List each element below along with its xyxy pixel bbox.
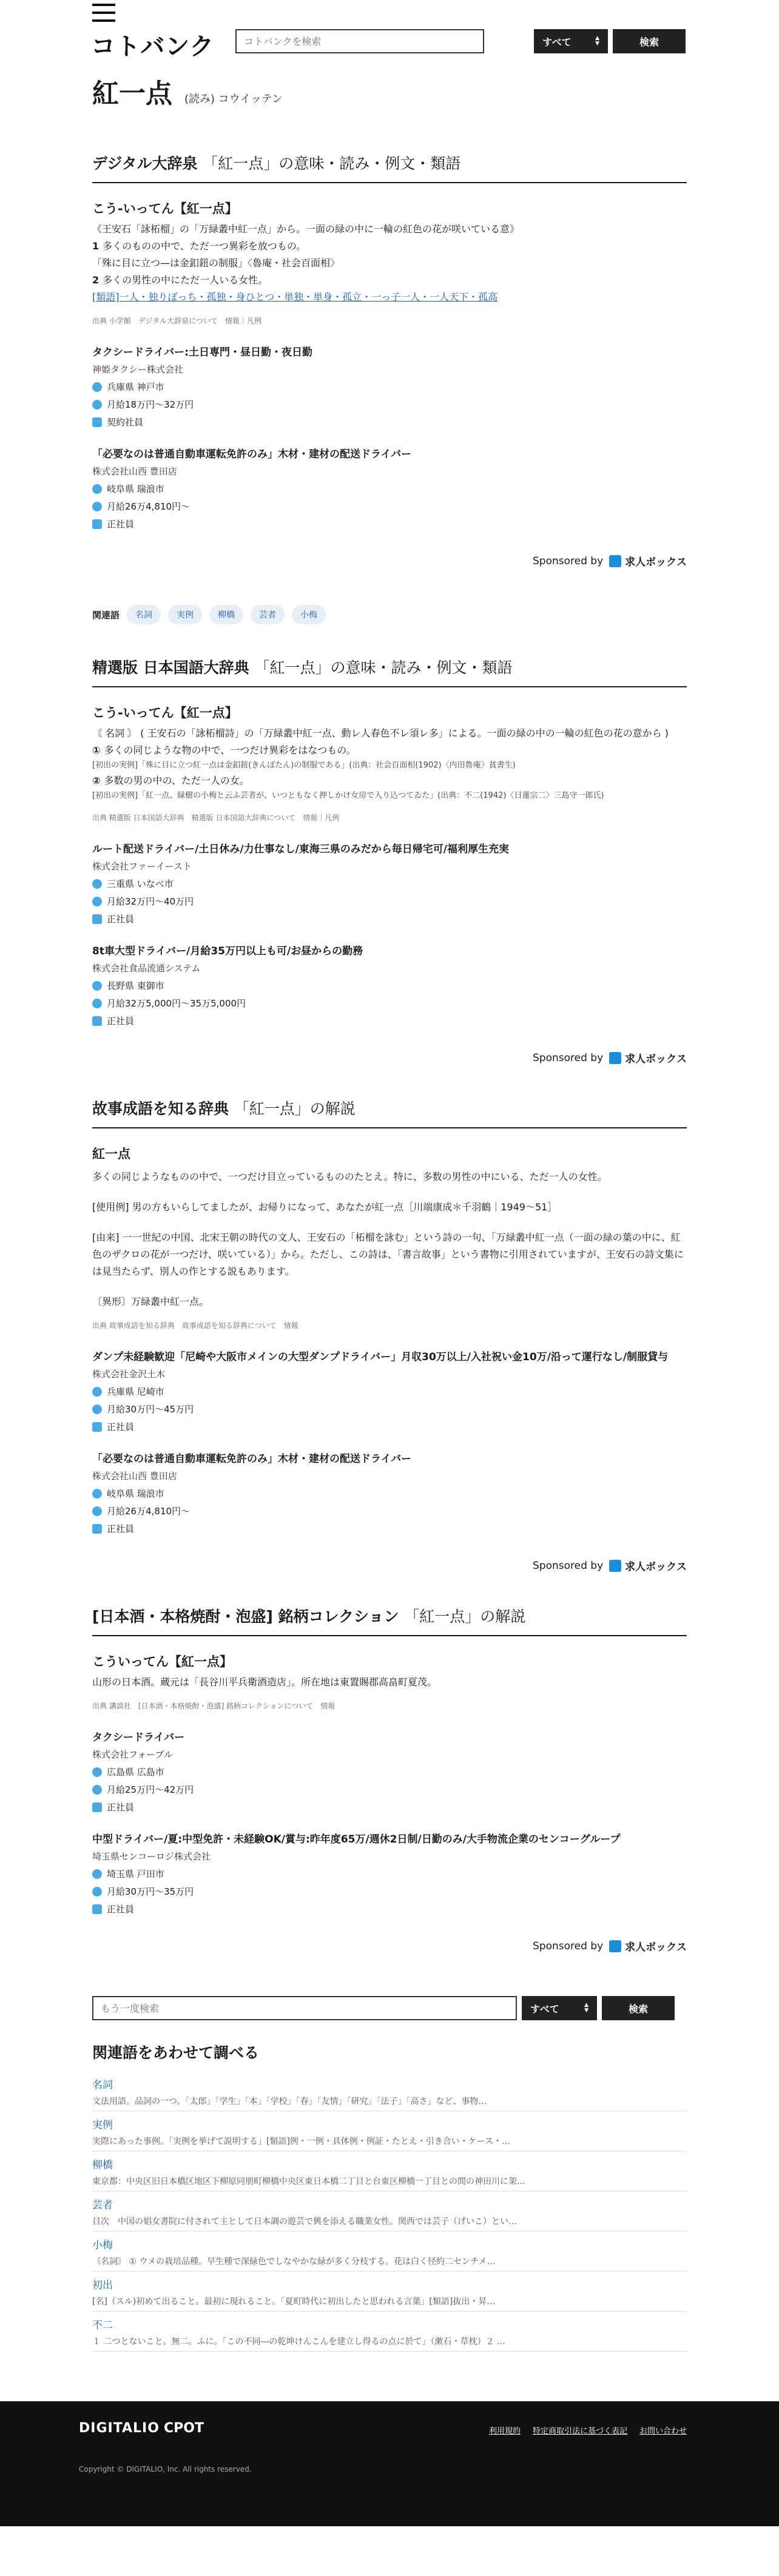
job-location-row xyxy=(92,1867,687,1880)
section-heading xyxy=(92,1597,687,1636)
entry-heading: こう‐いってん【紅一点】 xyxy=(92,201,238,216)
footer-links xyxy=(489,2424,687,2436)
job-location: 埼玉県 戸田市 xyxy=(107,1869,164,1880)
location-pin-icon xyxy=(92,879,102,889)
dictionary-name: 故事成語を知る辞典 xyxy=(92,1100,229,1118)
briefcase-icon xyxy=(92,417,102,427)
related-words-list xyxy=(0,2063,779,2352)
section-koji xyxy=(0,1090,779,1573)
definition-text: 多くの男性の中にただ一人いる女性。 xyxy=(103,274,268,286)
job-type-row xyxy=(92,518,687,530)
terms-link[interactable]: 利用規約 xyxy=(488,2427,521,2436)
sponsor-brand[interactable] xyxy=(609,553,687,568)
heading-suffix: 「紅一点」の解説 xyxy=(234,1100,356,1118)
entry-heading: こういってん【紅一点】 xyxy=(92,1654,232,1669)
related-word-item[interactable] xyxy=(92,2111,687,2151)
related-word-link[interactable]: 不二 xyxy=(92,2319,113,2332)
yen-icon xyxy=(92,897,102,906)
definition-2 xyxy=(92,772,687,789)
job-company: 神姫タクシー株式会社 xyxy=(92,364,184,375)
job-type-row xyxy=(92,1903,687,1915)
page-title: 紅一点 xyxy=(92,78,172,109)
job-company: 株式会社山西 豊田店 xyxy=(92,1471,177,1482)
location-pin-icon xyxy=(92,1489,102,1499)
job-listing[interactable] xyxy=(92,943,687,1027)
kyujinbox-icon xyxy=(609,1052,621,1064)
job-title[interactable]: 「必要なのは普通自動車運転免許のみ」木材・建材の配送ドライバー xyxy=(92,448,412,460)
source-line: 出典 小学館 デジタル大辞泉について 情報｜凡例 xyxy=(92,317,261,325)
job-type-row xyxy=(92,416,687,428)
definition-text: 山形の日本酒。蔵元は「長谷川平兵衛酒造店」。所在地は東置賜郡高畠町夏茂。 xyxy=(92,1676,437,1688)
job-pay: 月給32万円〜40万円 xyxy=(107,896,194,907)
page-title-row xyxy=(0,72,779,120)
job-type-row xyxy=(92,1522,687,1535)
definition-number: ① xyxy=(92,744,101,756)
job-type: 契約社員 xyxy=(107,417,144,428)
section-heading xyxy=(92,1090,687,1128)
entry-heading: 紅一点 xyxy=(92,1147,130,1161)
example-2: [初出の実例]「紅一点、緑樹の小梅と云ふ芸者が、いつともなく押しかけ女房で入り込つてゐた」(出典：不二(1942)〈日蓮宗二〉三島守一郎氏) xyxy=(92,791,604,800)
job-type-row xyxy=(92,912,687,925)
dictionary-name: デジタル大辞泉 xyxy=(92,155,198,172)
job-company: 株式会社フォーブル xyxy=(92,1749,173,1760)
job-title[interactable]: タクシードライバー:土日専門・昼日勤・夜日勤 xyxy=(92,346,312,359)
source-line: 出典 故事成語を知る辞典 故事成語を知る辞典について 情報 xyxy=(92,1321,298,1330)
sponsor-line xyxy=(92,1050,687,1065)
sponsor-brand-name: 求人ボックス xyxy=(625,556,687,568)
job-title[interactable]: 「必要なのは普通自動車運転免許のみ」木材・建材の配送ドライバー xyxy=(92,1453,412,1465)
job-title[interactable]: タクシードライバー xyxy=(92,1731,185,1744)
definition-text: 多くの同じようなものの中で、一つだけ目立っているもののたとえ。特に、多数の男性の中にいる、ただ一人の女性。 xyxy=(92,1171,607,1182)
menu-icon[interactable] xyxy=(92,4,115,22)
sponsor-brand-name: 求人ボックス xyxy=(625,1941,687,1954)
job-pay: 月給25万円〜42万円 xyxy=(107,1784,194,1795)
job-pay: 月給30万円〜35万円 xyxy=(107,1886,194,1897)
search-scope-label: すべて xyxy=(530,2003,559,2015)
briefcase-icon xyxy=(92,1016,102,1026)
location-pin-icon xyxy=(92,981,102,991)
job-pay: 月給26万4,810円〜 xyxy=(107,1506,191,1517)
entry-body xyxy=(92,221,687,306)
related-word-link[interactable]: 小梅 xyxy=(92,2239,113,2251)
job-listing[interactable] xyxy=(92,841,687,925)
job-company: 埼玉県センコーロジ株式会社 xyxy=(92,1851,211,1862)
related-tag[interactable]: 柳橋 xyxy=(209,605,243,624)
site-header xyxy=(0,0,779,72)
job-type: 正社員 xyxy=(107,1904,135,1915)
briefcase-icon xyxy=(92,1904,102,1914)
sponsor-line xyxy=(92,553,687,568)
job-pay: 月給26万4,810円〜 xyxy=(107,501,191,512)
variant-form: 〔異形〕万緑叢中紅一点。 xyxy=(92,1296,209,1307)
job-location-row xyxy=(92,1487,687,1500)
location-pin-icon xyxy=(92,382,102,392)
job-pay-row xyxy=(92,1885,687,1898)
job-location: 広島県 広島市 xyxy=(107,1767,164,1778)
related-word-link[interactable]: 柳橋 xyxy=(92,2159,113,2171)
related-word-desc: 東京都：中央区旧日本橋区地区下柳原同朋町柳橋中央区東日本橋二丁目と台東区柳橋一丁目との間の神田川に架… xyxy=(92,2177,525,2187)
related-word-desc: 実際にあった事例。「実例を挙げて説明する」[類語]例・一例・具体例・例証・たとえ・引き合い・ケース・… xyxy=(92,2137,511,2146)
job-pay: 月給30万円〜45万円 xyxy=(107,1404,194,1415)
job-location-row xyxy=(92,1385,687,1398)
heading-suffix: 「紅一点」の意味・読み・例文・類語 xyxy=(203,155,461,172)
job-location: 長野県 東御市 xyxy=(107,980,164,991)
job-location: 兵庫県 尼崎市 xyxy=(107,1386,164,1397)
job-listing[interactable] xyxy=(92,1730,687,1813)
related-tag[interactable]: 名詞 xyxy=(127,605,161,624)
sponsor-brand[interactable] xyxy=(609,1558,687,1573)
job-type-row xyxy=(92,1801,687,1813)
source-line: 出典 精選版 日本国語大辞典 精選版 日本国語大辞典について 情報｜凡例 xyxy=(92,814,340,822)
related-word-link[interactable]: 実例 xyxy=(92,2119,113,2131)
entry-origin: 〘 名詞 〙 ( 王安石の「詠柘榴詩」の「万緑叢中紅一点、動レ人春色不レ須レ多」による。一面の緑の中の一輪の紅色の花の意から ) xyxy=(92,727,669,739)
dictionary-name: 精選版 日本国語大辞典 xyxy=(92,659,249,676)
related-word-link[interactable]: 名詞 xyxy=(92,2079,113,2091)
entry-body xyxy=(92,1168,687,1310)
heading-suffix: 「紅一点」の意味・読み・例文・類語 xyxy=(254,659,513,676)
search-input[interactable] xyxy=(235,29,484,53)
job-location: 岐阜県 瑞浪市 xyxy=(107,1488,164,1499)
commerce-law-link[interactable]: 特定商取引法に基づく表記 xyxy=(532,2427,627,2436)
select-caret-icon: ▲ ▼ xyxy=(595,35,599,47)
bottom-search-input[interactable] xyxy=(92,1996,517,2020)
related-word-link[interactable]: 初出 xyxy=(92,2279,113,2291)
briefcase-icon xyxy=(92,914,102,924)
definition-2 xyxy=(92,272,687,289)
related-word-desc: １ 二つとないこと。無二。ふに。「この不同―の乾坤けんこんを建立し得るの点に於て」（漱石・草枕）２ … xyxy=(92,2337,505,2347)
bottom-search-scope-select[interactable] xyxy=(522,1996,597,2020)
job-type-row xyxy=(92,1014,687,1027)
definition-text: 多数の男の中の、ただ一人の女。 xyxy=(104,775,249,786)
job-type: 正社員 xyxy=(107,1016,135,1027)
job-type: 正社員 xyxy=(107,1421,135,1432)
briefcase-icon xyxy=(92,1524,102,1534)
job-pay-row xyxy=(92,1403,687,1415)
related-word-item[interactable] xyxy=(92,2151,687,2191)
dictionary-name: [日本酒・本格焼酎・泡盛] 銘柄コレクション xyxy=(92,1608,399,1625)
section-heading xyxy=(92,649,687,687)
location-pin-icon xyxy=(92,484,102,494)
job-pay-row xyxy=(92,1505,687,1517)
related-word-item[interactable] xyxy=(92,2071,687,2111)
job-location-row xyxy=(92,380,687,393)
digitalio-logo[interactable]: DIGITALIO xyxy=(79,2421,160,2436)
related-words-heading: 関連語をあわせて調べる xyxy=(92,2044,260,2062)
job-listing[interactable] xyxy=(92,345,687,428)
copyright: Copyright © DIGITALIO, Inc. All rights reserved. xyxy=(79,2465,252,2473)
definition-number: 2 xyxy=(92,274,99,286)
heading-suffix: 「紅一点」の解説 xyxy=(404,1608,526,1625)
search-scope-select[interactable] xyxy=(534,29,608,53)
sponsor-line xyxy=(92,1938,687,1954)
site-logo[interactable]: コトバンク xyxy=(91,33,215,61)
job-company: 株式会社山西 豊田店 xyxy=(92,466,177,477)
related-word-item[interactable] xyxy=(92,2191,687,2231)
cpot-logo[interactable]: CPOT xyxy=(164,2421,204,2436)
job-pay-row xyxy=(92,997,687,1010)
related-word-item[interactable] xyxy=(92,2311,687,2352)
related-tags-label: 関連語 xyxy=(92,609,120,621)
job-type: 正社員 xyxy=(107,1523,135,1534)
source-line: 出典 講談社 [日本酒・本格焼酎・泡盛] 銘柄コレクションについて 情報 xyxy=(92,1702,336,1710)
related-word-desc: 目次 中国の娼女書院に付されて主として日本調の遊芸で興を添える職業女性。関西では芸子（げいこ）とい… xyxy=(92,2217,517,2227)
definition-text: 多くの同じような物の中で、一つだけ異彩をはなつもの。 xyxy=(104,744,356,756)
yen-icon xyxy=(92,502,102,511)
kyujinbox-icon xyxy=(609,1560,621,1572)
job-company: 株式会社食品流通システム xyxy=(92,963,201,974)
job-pay-row xyxy=(92,895,687,908)
sponsor-label: Sponsored by xyxy=(533,1940,604,1952)
job-company: 株式会社金沢土木 xyxy=(92,1369,166,1380)
entry-heading: こう‐いってん【紅一点】 xyxy=(92,706,238,720)
job-company: 株式会社ファーイースト xyxy=(92,861,192,872)
definition-1 xyxy=(92,742,687,759)
job-location-row xyxy=(92,979,687,992)
job-pay-row xyxy=(92,1783,687,1796)
sponsor-brand[interactable] xyxy=(609,1938,687,1954)
example-1: 「殊に目に立つ—は金釦鈕の制服」〈魯庵・社会百面相〉 xyxy=(92,257,340,269)
related-tags xyxy=(92,605,687,624)
job-location: 兵庫県 神戸市 xyxy=(107,382,164,393)
kyujinbox-icon xyxy=(609,555,621,567)
job-location-row xyxy=(92,482,687,495)
related-tag[interactable]: 小梅 xyxy=(292,605,326,624)
location-pin-icon xyxy=(92,1387,102,1397)
sponsor-brand[interactable] xyxy=(609,1050,687,1065)
definition-1 xyxy=(92,238,687,255)
usage-example: [使用例] 男の方もいらしてましたが、お帰りになって、あなたが紅一点［川端康成＊千羽鶴｜1949〜51］ xyxy=(92,1201,558,1213)
job-type: 正社員 xyxy=(107,519,135,530)
definition-number: ② xyxy=(92,775,101,786)
job-location: 岐阜県 瑞浪市 xyxy=(107,484,164,494)
sponsor-label: Sponsored by xyxy=(533,555,604,567)
related-tag[interactable]: 芸者 xyxy=(251,605,285,624)
related-word-desc: 文法用語。品詞の一つ。「太郎」「学生」「本」「学校」「春」「友情」「研究」「法子」「高さ」など、事物… xyxy=(92,2097,487,2106)
yen-icon xyxy=(92,1506,102,1516)
job-location-row xyxy=(92,1765,687,1778)
related-word-desc: [名]（スル)初めて出ること。最初に現れること。「夏町時代に初出したと思われる言葉」[類語]抜出・昇… xyxy=(92,2297,496,2307)
job-location: 三重県 いなべ市 xyxy=(107,878,174,889)
job-listing[interactable] xyxy=(92,1349,687,1433)
yen-icon xyxy=(92,1785,102,1795)
job-listing[interactable] xyxy=(92,447,687,530)
sponsor-line xyxy=(92,1558,687,1573)
site-footer xyxy=(0,2401,779,2526)
definition-text: 多くのものの中で、ただ一つ異彩を放つもの。 xyxy=(103,240,306,252)
related-word-desc: 〘名詞〙 ① ウメの栽培品種。早生種で深緑色でしなやかな緑が多く分枝する。花は白く径約二センチメ… xyxy=(92,2257,496,2267)
sponsor-label: Sponsored by xyxy=(533,1559,604,1572)
location-pin-icon xyxy=(92,1869,102,1879)
related-word-item[interactable] xyxy=(92,2231,687,2271)
job-type-row xyxy=(92,1420,687,1433)
briefcase-icon xyxy=(92,1802,102,1812)
section-nikkoku xyxy=(0,649,779,1065)
yen-icon xyxy=(92,1887,102,1897)
job-title[interactable]: ルート配送ドライバー/土日休み/力仕事なし/東海三県のみだから毎日帰宅可/福利厚生充実 xyxy=(92,843,509,855)
job-listing[interactable] xyxy=(92,1832,687,1915)
section-sake xyxy=(0,1597,779,1954)
location-pin-icon xyxy=(92,1767,102,1777)
select-caret-icon: ▲ ▼ xyxy=(584,2002,588,2014)
related-tag[interactable]: 実例 xyxy=(168,605,202,624)
yen-icon xyxy=(92,400,102,410)
job-title[interactable]: ダンプ未経験歓迎「尼崎や大阪市メインの大型ダンプドライバー」月収30万以上/入社祝い金10万/沿って運行なし/制服貸与 xyxy=(92,1351,669,1363)
briefcase-icon xyxy=(92,519,102,529)
job-type: 正社員 xyxy=(107,1802,135,1813)
job-pay-row xyxy=(92,500,687,513)
bottom-search-bar xyxy=(0,1996,779,2020)
origin-text: [由来] 一一世紀の中国、北宋王朝の時代の文人、王安石の「柘榴を詠む」という詩の一句、「万緑叢中紅一点（一面の緑の葉の中に、紅色のザクロの花が一つだけ、咲いている）」から。ただし、この詩は、「書言故事」という書物に引用されていますが、王安石の詩文集には見当たらず、別人の作とする説もあります。 xyxy=(92,1232,684,1277)
synonyms-links[interactable]: [類語]一人・独りぼっち・孤独・身ひとつ・単独・単身・孤立・一っ子一人・一人天下・孤高 xyxy=(92,291,498,303)
entry-body xyxy=(92,725,687,803)
sponsor-label: Sponsored by xyxy=(533,1051,604,1064)
job-listing[interactable] xyxy=(92,1451,687,1535)
search-button[interactable]: 検索 xyxy=(613,29,686,53)
job-location-row xyxy=(92,877,687,890)
job-pay-row xyxy=(92,398,687,411)
kyujinbox-icon xyxy=(609,1940,621,1952)
job-title[interactable]: 中型ドライバー/夏:中型免許・未経験OK/賞与:昨年度65万/週休2日制/日勤のみ/大手物流企業のセンコーグループ xyxy=(92,1833,621,1846)
definition-number: 1 xyxy=(92,240,99,252)
entry-origin: 《王安石「詠柘榴」の「万緑叢中紅一点」から。一面の緑の中に一輪の紅色の花が咲いている意》 xyxy=(92,223,520,235)
sponsor-brand-name: 求人ボックス xyxy=(625,1561,687,1573)
job-pay: 月給32万5,000円〜35万5,000円 xyxy=(107,998,246,1009)
sponsor-brand-name: 求人ボックス xyxy=(625,1053,687,1065)
job-title[interactable]: 8t車大型ドライバー/月給35万円以上も可/お昼からの勤務 xyxy=(92,945,363,957)
contact-link[interactable]: お問い合わせ xyxy=(639,2427,687,2436)
bottom-search-button[interactable]: 検索 xyxy=(602,1996,675,2020)
entry-body xyxy=(92,1674,687,1691)
yen-icon xyxy=(92,999,102,1008)
page-reading: (読み) コウイッテン xyxy=(184,93,283,106)
search-scope-label: すべて xyxy=(542,36,572,48)
example-1: [初出の実例]「殊に目に立つ紅一点は金釦鈕(きんぼたん)の制服である」(出典：社会百面相(1902)〈内田魯庵〉貧書生) xyxy=(92,761,516,770)
related-word-link[interactable]: 芸者 xyxy=(92,2199,113,2211)
job-pay: 月給18万円〜32万円 xyxy=(107,399,194,410)
job-type: 正社員 xyxy=(107,914,135,925)
section-daijisen xyxy=(0,144,779,624)
briefcase-icon xyxy=(92,1422,102,1432)
related-word-item[interactable] xyxy=(92,2271,687,2311)
yen-icon xyxy=(92,1404,102,1414)
section-heading xyxy=(92,144,687,183)
